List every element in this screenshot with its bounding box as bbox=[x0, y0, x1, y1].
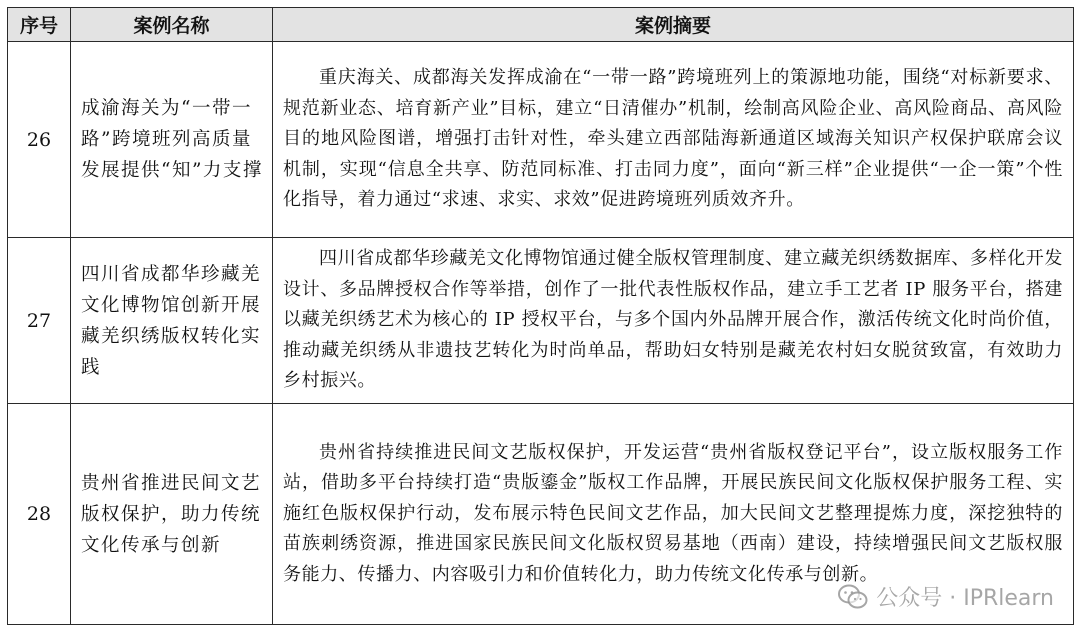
header-row bbox=[8, 8, 1074, 42]
watermark bbox=[838, 581, 1054, 612]
row-number: 26 bbox=[8, 42, 71, 238]
header-number: 序号 bbox=[8, 8, 71, 42]
table-row bbox=[8, 42, 1074, 238]
cases-table bbox=[7, 7, 1074, 625]
case-name: 贵州省推进民间文艺版权保护，助力传统文化传承与创新 bbox=[71, 404, 273, 625]
header-summary: 案例摘要 bbox=[273, 8, 1074, 42]
case-summary: 贵州省持续推进民间文艺版权保护，开发运营“贵州省版权登记平台”，设立版权服务工作站，借助多平台持续打造“贵版鎏金”版权工作品牌，开展民族民间文化版权保护服务工程、实施红色版权保护行动，发布展示特色民间文艺作品，加大民间文艺整理提炼力度，深挖独特的苗族刺绣资源，推进国家民族民间文化版权贸易基地（西南）建设，持续增强民间文艺版权服务能力、传播力、内容吸引力和价值转化力，助力传统文化传承与创新。 bbox=[273, 404, 1074, 625]
header-name: 案例名称 bbox=[71, 8, 273, 42]
case-name: 四川省成都华珍藏羌文化博物馆创新开展藏羌织绣版权转化实践 bbox=[71, 238, 273, 404]
table-row bbox=[8, 238, 1074, 404]
case-name: 成渝海关为“一带一路”跨境班列高质量发展提供“知”力支撑 bbox=[71, 42, 273, 238]
row-number: 27 bbox=[8, 238, 71, 404]
watermark-text: 公众号 · IPRlearn bbox=[876, 586, 1054, 611]
case-summary: 四川省成都华珍藏羌文化博物馆通过健全版权管理制度、建立藏羌织绣数据库、多样化开发设计、多品牌授权合作等举措，创作了一批代表性版权作品，建立手工艺者 IP 服务平台，搭建以藏羌织绣艺术为核心的 IP 授权平台，与多个国内外品牌开展合作，激活传统文化时尚价值，推动藏羌织绣从非遗技艺转化为时尚单品，帮助妇女特别是藏羌农村妇女脱贫致富，有效助力乡村振兴。 bbox=[273, 238, 1074, 404]
wechat-icon bbox=[838, 584, 868, 610]
row-number: 28 bbox=[8, 404, 71, 625]
case-summary: 重庆海关、成都海关发挥成渝在“一带一路”跨境班列上的策源地功能，围绕“对标新要求、规范新业态、培育新产业”目标，建立“日清催办”机制，绘制高风险企业、高风险商品、高风险目的地风险图谱，增强打击针对性，牵头建立西部陆海新通道区域海关知识产权保护联席会议机制，实现“信息全共享、防范同标准、打击同力度”，面向“新三样”企业提供“一企一策”个性化指导，着力通过“求速、求实、求效”促进跨境班列质效齐升。 bbox=[273, 42, 1074, 238]
